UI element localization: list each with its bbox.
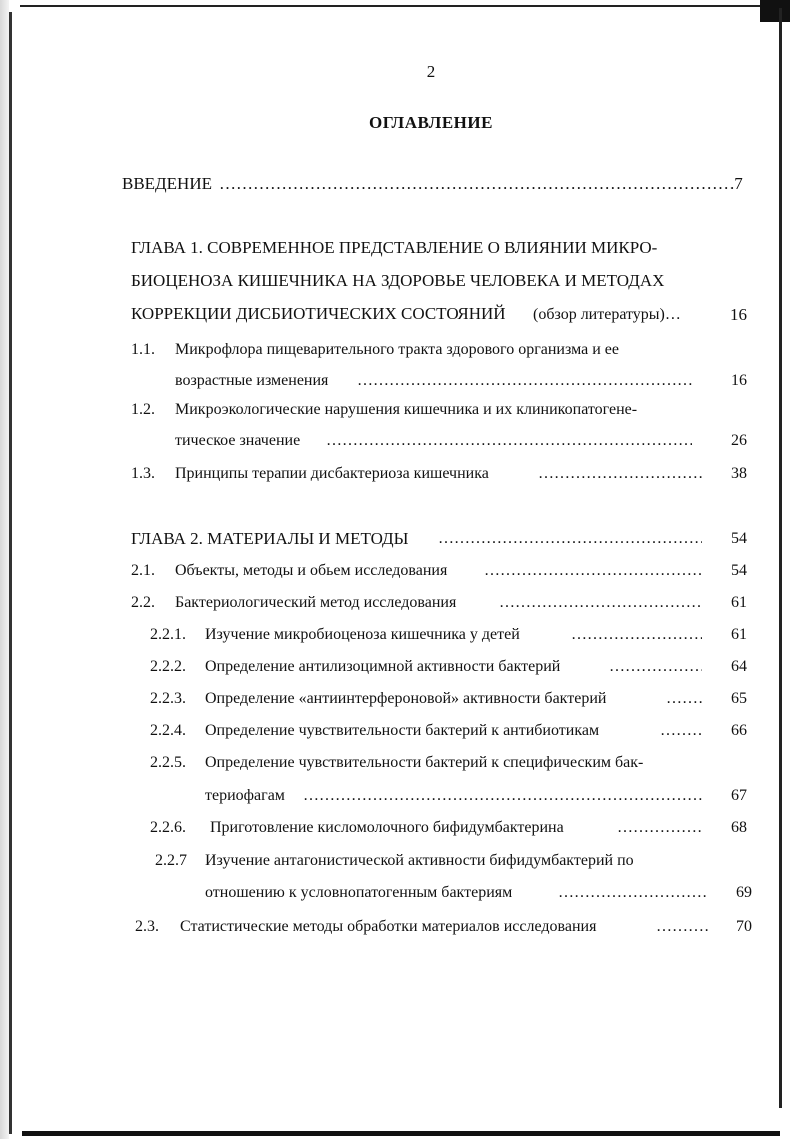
leader-dots: [484, 562, 702, 580]
subsection-title-line: Изучение микробиоценоза кишечника у детей: [205, 626, 520, 643]
scan-edge-left: [0, 0, 9, 1139]
toc-page-number: 65: [731, 690, 747, 707]
toc-page-number: 54: [731, 530, 747, 547]
chapter-title-line: БИОЦЕНОЗА КИШЕЧНИКА НА ЗДОРОВЬЕ ЧЕЛОВЕКА И МЕТОДАХ: [131, 271, 665, 290]
subsection-number: 2.2.6.: [150, 819, 186, 836]
page-title: ОГЛАВЛЕНИЕ: [369, 113, 493, 132]
subsection-number: 2.2.2.: [150, 658, 186, 675]
subsection-number: 2.2.4.: [150, 722, 186, 739]
toc-page-number: 26: [731, 432, 747, 449]
section-title-line: возрастные изменения: [175, 372, 329, 389]
leader-dots: [326, 432, 692, 450]
leader-dots: [617, 819, 702, 837]
leader-dots: [558, 884, 708, 902]
section-title-line: Статистические методы обработки материалов исследования: [180, 918, 597, 935]
section-title-line: Микроэкологические нарушения кишечника и их клиникопатогене-: [175, 401, 638, 418]
toc-page-number: 54: [731, 562, 747, 579]
toc-page-number: 61: [731, 626, 747, 643]
subsection-title-line: Изучение антагонистической активности бифидумбактерий по: [205, 852, 634, 869]
toc-page-number: 61: [731, 594, 747, 611]
scan-border-top: [20, 5, 782, 7]
leader-dots: [660, 722, 702, 740]
leader-dots: [303, 787, 702, 805]
leader-dots: [357, 372, 692, 390]
section-number: 1.3.: [131, 465, 155, 482]
chapter-note: (обзор литературы)…: [533, 306, 681, 323]
toc-page-number: 38: [731, 465, 747, 482]
subsection-title-line: Определение антилизоцимной активности бактерий: [205, 658, 561, 675]
section-number: 2.1.: [131, 562, 155, 579]
scan-border-right: [779, 8, 782, 1108]
subsection-title-line: Определение чувствительности бактерий к антибиотикам: [205, 722, 600, 739]
subsection-title-line: отношению к условнопатогенным бактериям: [205, 884, 513, 901]
subsection-number: 2.2.5.: [150, 754, 186, 771]
toc-page-number: 69: [736, 884, 752, 901]
leader-dots: [538, 465, 702, 483]
subsection-number: 2.2.3.: [150, 690, 186, 707]
leader-dots: [609, 658, 702, 676]
chapter-title-line: ГЛАВА 1. СОВРЕМЕННОЕ ПРЕДСТАВЛЕНИЕ О ВЛИЯНИИ МИКРО-: [131, 238, 658, 257]
leader-dots: [219, 174, 731, 194]
section-number: 1.1.: [131, 341, 155, 358]
page-number: 2: [426, 62, 436, 81]
subsection-title-line: Определение «антиинтерфероновой» активности бактерий: [205, 690, 607, 707]
section-title-line: Объекты, методы и обьем исследования: [175, 562, 448, 579]
leader-dots: [656, 918, 708, 936]
section-title-line: Микрофлора пищеварительного тракта здорового организма и ее: [175, 341, 619, 358]
leader-dots: [499, 594, 702, 612]
subsection-number: 2.2.7: [155, 852, 187, 869]
leader-dots: [666, 690, 702, 708]
chapter-title-line: КОРРЕКЦИИ ДИСБИОТИЧЕСКИХ СОСТОЯНИЙ: [131, 304, 506, 323]
section-number: 1.2.: [131, 401, 155, 418]
toc-page-number: 66: [731, 722, 747, 739]
section-title-line: Бактериологический метод исследования: [175, 594, 457, 611]
section-title-line: Принципы терапии дисбактериоза кишечника: [175, 465, 489, 482]
leader-dots: [438, 530, 702, 548]
subsection-title-line: териофагам: [205, 787, 285, 804]
section-number: 2.2.: [131, 594, 155, 611]
subsection-title-line: Определение чувствительности бактерий к специфическим бак-: [205, 754, 644, 771]
scan-corner-top-right: [760, 0, 790, 22]
subsection-number: 2.2.1.: [150, 626, 186, 643]
leader-dots: [571, 626, 702, 644]
toc-page-number: 16: [730, 305, 747, 324]
toc-entry-title: ВВЕДЕНИЕ: [122, 174, 212, 193]
toc-page-number: 67: [731, 787, 747, 804]
toc-page-number: 70: [736, 918, 752, 935]
section-number: 2.3.: [135, 918, 159, 935]
toc-page-number: .7: [730, 174, 743, 193]
toc-page-number: 64: [731, 658, 747, 675]
chapter-title-line: ГЛАВА 2. МАТЕРИАЛЫ И МЕТОДЫ: [131, 529, 409, 548]
toc-page-number: 16: [731, 372, 747, 389]
toc-page-number: 68: [731, 819, 747, 836]
scan-border-left: [9, 12, 12, 1134]
section-title-line: тическое значение: [175, 432, 301, 449]
subsection-title-line: Приготовление кисломолочного бифидумбактерина: [210, 819, 564, 836]
scan-border-bottom: [22, 1131, 780, 1136]
